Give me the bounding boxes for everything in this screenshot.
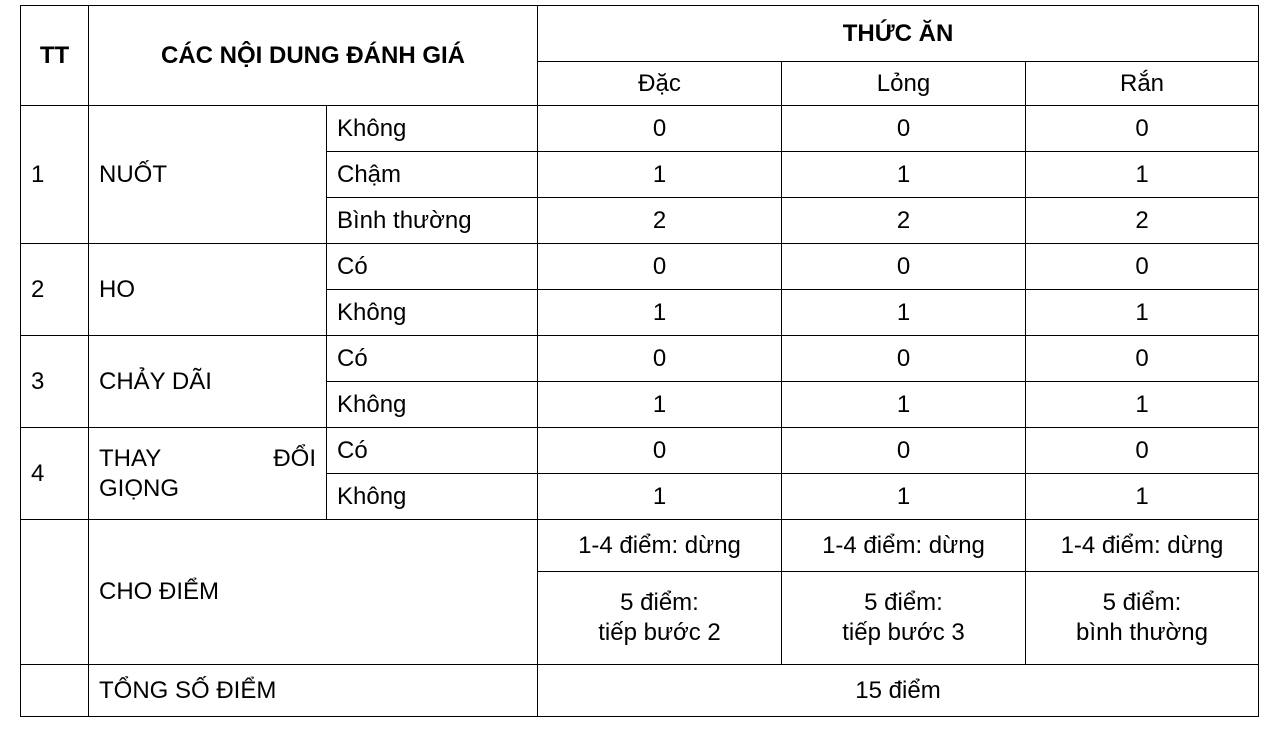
section-name-word: ĐỔI bbox=[273, 444, 316, 472]
cell-value: 1 bbox=[782, 382, 1026, 428]
cell-value: 0 bbox=[782, 106, 1026, 152]
cell-value: 0 bbox=[1026, 336, 1259, 382]
cell-value: 1 bbox=[538, 152, 782, 198]
cell-value: 1 bbox=[538, 382, 782, 428]
cell-value: 2 bbox=[1026, 198, 1259, 244]
food-type-long: Lỏng bbox=[782, 62, 1026, 106]
row-label: Không bbox=[327, 382, 538, 428]
total-number bbox=[21, 665, 89, 717]
row-label: Không bbox=[327, 106, 538, 152]
cell-value: 1 bbox=[1026, 152, 1259, 198]
scoring-next-line2: bình thường bbox=[1076, 619, 1208, 646]
section-name-line2: GIỌNG bbox=[99, 474, 180, 502]
scoring-next bbox=[782, 572, 1026, 665]
cell-value: 1 bbox=[782, 290, 1026, 336]
total-label: TỔNG SỐ ĐIỂM bbox=[89, 665, 538, 717]
cell-value: 0 bbox=[782, 428, 1026, 474]
food-type-dac: Đặc bbox=[538, 62, 782, 106]
header-tt: TT bbox=[21, 6, 89, 106]
cell-value: 1 bbox=[538, 290, 782, 336]
scoring-next-line1: 5 điểm: bbox=[864, 589, 943, 616]
cell-value: 1 bbox=[782, 152, 1026, 198]
cell-value: 0 bbox=[538, 244, 782, 290]
section-number: 1 bbox=[21, 106, 89, 244]
table-row bbox=[21, 336, 1259, 382]
section-number: 3 bbox=[21, 336, 89, 428]
row-label: Không bbox=[327, 290, 538, 336]
total-row bbox=[21, 665, 1259, 717]
dysphagia-assessment-table bbox=[20, 5, 1259, 717]
section-name-word: THAY bbox=[99, 444, 162, 472]
cell-value: 0 bbox=[1026, 428, 1259, 474]
section-name: HO bbox=[89, 244, 327, 336]
food-type-ran: Rắn bbox=[1026, 62, 1259, 106]
section-name bbox=[89, 428, 327, 520]
section-number: 4 bbox=[21, 428, 89, 520]
row-label: Không bbox=[327, 474, 538, 520]
cell-value: 0 bbox=[782, 336, 1026, 382]
cell-value: 2 bbox=[782, 198, 1026, 244]
cell-value: 1 bbox=[1026, 474, 1259, 520]
scoring-next-line1: 5 điểm: bbox=[1102, 589, 1182, 616]
row-label: Có bbox=[327, 336, 538, 382]
cell-value: 0 bbox=[1026, 244, 1259, 290]
scoring-stop: 1-4 điểm: dừng bbox=[1026, 520, 1259, 572]
scoring-next-line1: 5 điểm: bbox=[620, 589, 699, 616]
scoring-next bbox=[1026, 572, 1259, 665]
cell-value: 0 bbox=[538, 106, 782, 152]
cell-value: 0 bbox=[1026, 106, 1259, 152]
cell-value: 0 bbox=[538, 336, 782, 382]
section-name: CHẢY DÃI bbox=[89, 336, 327, 428]
row-label: Bình thường bbox=[327, 198, 538, 244]
cell-value: 1 bbox=[538, 474, 782, 520]
total-value: 15 điểm bbox=[538, 665, 1259, 717]
scoring-next-line2: tiếp bước 2 bbox=[598, 619, 721, 646]
section-number: 2 bbox=[21, 244, 89, 336]
section-name: NUỐT bbox=[89, 106, 327, 244]
cell-value: 1 bbox=[782, 474, 1026, 520]
header-criteria: CÁC NỘI DUNG ĐÁNH GIÁ bbox=[89, 6, 538, 106]
cell-value: 1 bbox=[1026, 382, 1259, 428]
cell-value: 0 bbox=[782, 244, 1026, 290]
scoring-next bbox=[538, 572, 782, 665]
scoring-stop: 1-4 điểm: dừng bbox=[782, 520, 1026, 572]
scoring-number bbox=[21, 520, 89, 665]
row-label: Có bbox=[327, 244, 538, 290]
header-row bbox=[21, 6, 1259, 62]
cell-value: 1 bbox=[1026, 290, 1259, 336]
scoring-row bbox=[21, 520, 1259, 572]
cell-value: 0 bbox=[538, 428, 782, 474]
table-row bbox=[21, 428, 1259, 474]
scoring-next-line2: tiếp bước 3 bbox=[842, 619, 965, 646]
row-label: Có bbox=[327, 428, 538, 474]
table-row bbox=[21, 244, 1259, 290]
section-name-line1 bbox=[99, 444, 316, 474]
table-row bbox=[21, 106, 1259, 152]
scoring-stop: 1-4 điểm: dừng bbox=[538, 520, 782, 572]
scoring-label: CHO ĐIỂM bbox=[89, 520, 538, 665]
cell-value: 2 bbox=[538, 198, 782, 244]
row-label: Chậm bbox=[327, 152, 538, 198]
header-food: THỨC ĂN bbox=[538, 6, 1259, 62]
